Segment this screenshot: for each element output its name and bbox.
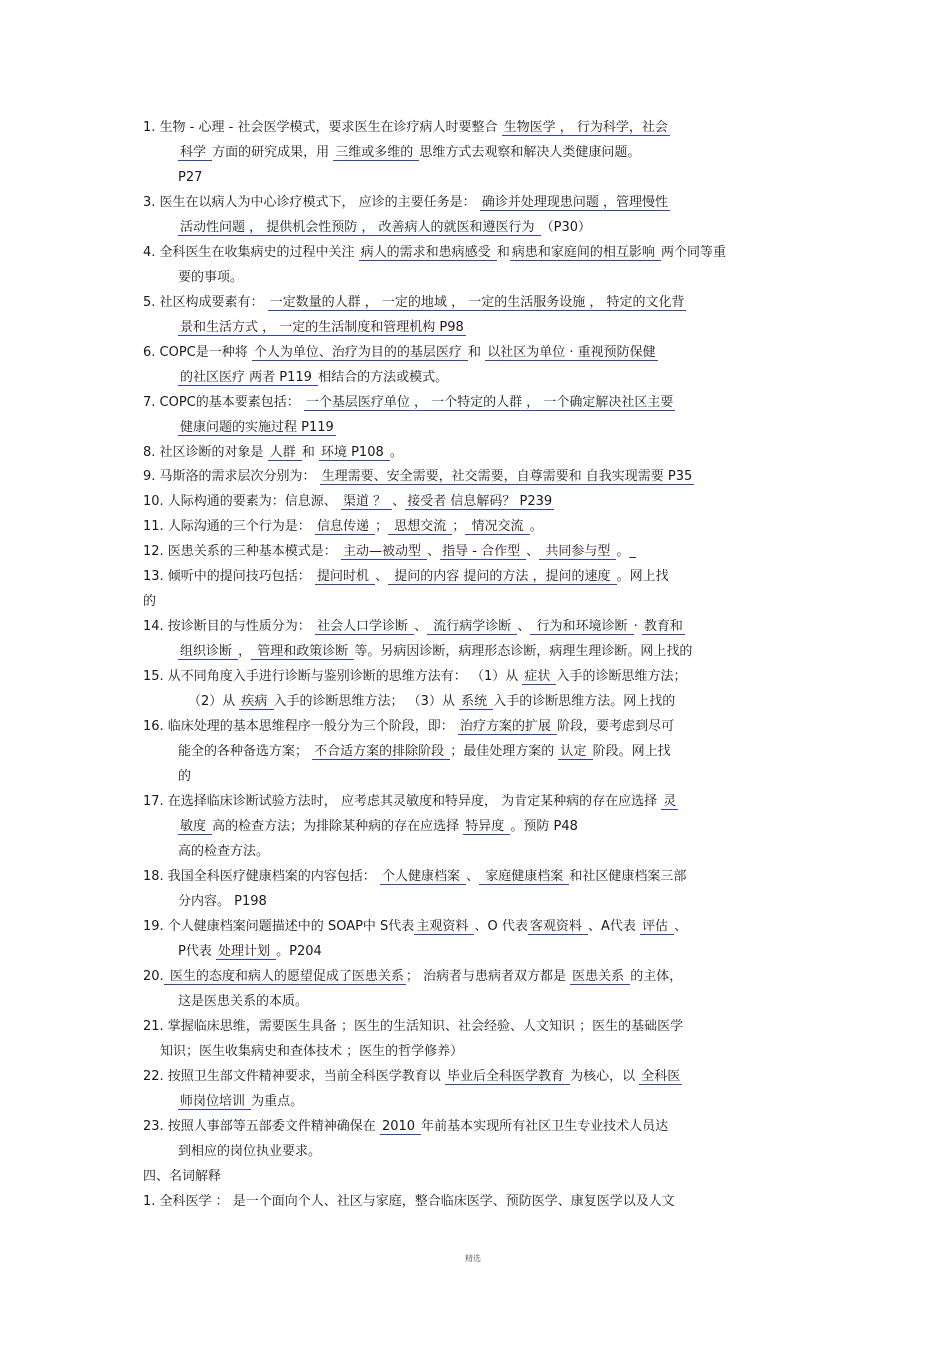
page-footer: 精选 xyxy=(465,1254,481,1263)
fill-in-answer: 生物医学 ， 行为科学，社会 xyxy=(503,120,668,135)
line-text: 23. 按照人事部等五部委文件精神确保在 xyxy=(143,1119,380,1134)
text-line xyxy=(178,368,448,388)
fill-in-answer: 师岗位培训 xyxy=(180,1094,250,1109)
line-text: 、 xyxy=(466,869,480,884)
line-text: 高的检查方法。 xyxy=(178,844,270,859)
line-text: 、O 代表 xyxy=(474,919,528,934)
line-text: 14. 按诊断目的与性质分为： xyxy=(143,619,315,634)
line-text: 、A代表 xyxy=(587,919,640,934)
fill-in-answer: 不合适方案的排除阶段 xyxy=(314,744,449,759)
text-line xyxy=(178,318,466,338)
fill-in-answer: 症状 xyxy=(524,669,555,684)
text-line xyxy=(143,867,686,887)
line-text: 和 xyxy=(468,345,486,360)
text-line xyxy=(178,992,308,1012)
line-text: 的主体， xyxy=(630,969,683,984)
line-text: ， xyxy=(238,644,252,659)
text-line xyxy=(143,1117,668,1137)
line-text: 、 xyxy=(517,619,531,634)
text-line xyxy=(143,243,726,263)
fill-in-answer: 共同参与型 xyxy=(541,544,615,559)
line-text: 思维方式去观察和解决人类健康问题。 xyxy=(419,145,641,160)
fill-in-answer: 社会人口学诊断 xyxy=(316,619,413,634)
fill-in-answer: 病人的需求和患病感受 xyxy=(360,245,495,260)
line-text: 的 xyxy=(178,769,192,784)
line-text: ； xyxy=(452,519,466,534)
text-line xyxy=(143,517,543,537)
fill-in-answer: 渠道 ？ xyxy=(342,494,391,509)
line-text: 能全的各种备选方案； xyxy=(178,744,313,759)
line-text: P27 xyxy=(178,170,203,185)
fill-in-answer: 提问的内容 提问的方法 ，提问的速度 xyxy=(390,569,615,584)
line-text: 年前基本实现所有社区卫生专业技术人员达 xyxy=(421,1119,669,1134)
fill-in-answer: 个人为单位、治疗为目的的基层医疗 xyxy=(253,345,467,360)
line-text: 18. 我国全科医疗健康档案的内容包括： xyxy=(143,869,380,884)
text-line xyxy=(143,792,678,812)
fill-in-answer: 组织诊断 xyxy=(180,644,237,659)
line-text: 。_ xyxy=(616,544,636,559)
text-line xyxy=(178,1142,321,1162)
line-text: 13. 倾听中的提问技巧包括： xyxy=(143,569,315,584)
text-line xyxy=(143,1067,682,1087)
fill-in-answer: 环境 P108 xyxy=(320,445,388,460)
fill-in-answer: 一个基层医疗单位 ， 一个特定的人群 ， 一个确定解决社区主要 xyxy=(305,395,674,410)
text-line xyxy=(143,293,686,313)
text-line xyxy=(188,692,675,712)
text-line xyxy=(143,567,669,587)
text-line xyxy=(178,1092,303,1112)
line-text: 12. 医患关系的三种基本模式是： xyxy=(143,544,341,559)
fill-in-answer: 主观资料 xyxy=(416,919,473,934)
line-text: 、 xyxy=(526,544,540,559)
fill-in-answer: 敏度 xyxy=(180,819,211,834)
text-line xyxy=(178,143,640,163)
text-line xyxy=(143,1192,675,1212)
text-line xyxy=(178,742,671,762)
line-text: 、 xyxy=(427,544,441,559)
fill-in-answer: 系统 xyxy=(461,694,492,709)
fill-in-answer: 提问时机 xyxy=(316,569,374,584)
line-text: 这是医患关系的本质。 xyxy=(178,994,309,1009)
fill-in-answer: 家庭健康档案 xyxy=(481,869,568,884)
fill-in-answer: 指导 - 合作型 xyxy=(442,544,525,559)
text-line xyxy=(178,168,202,188)
fill-in-answer: 行为和环境诊断 xyxy=(532,619,632,634)
fill-in-answer: 教育和 xyxy=(643,619,683,634)
fill-in-answer: 医患关系 xyxy=(572,969,629,984)
text-line xyxy=(143,343,658,363)
line-text: 相结合的方法或模式。 xyxy=(318,370,449,385)
line-text: 16. 临床处理的基本思维程序一般分为三个阶段，即： xyxy=(143,719,458,734)
line-text: 15. 从不同角度入手进行诊断与鉴别诊断的思维方法有： （1）从 xyxy=(143,669,523,684)
line-text: （P30） xyxy=(540,220,592,235)
fill-in-answer: 流行病学诊断 xyxy=(429,619,516,634)
line-text: 和社区健康档案三部 xyxy=(569,869,687,884)
line-text: （2）从 xyxy=(188,694,240,709)
line-text: ；最佳处理方案的 xyxy=(450,744,559,759)
text-line xyxy=(178,817,578,837)
line-text: 为核心，以 xyxy=(570,1069,640,1084)
text-line xyxy=(143,617,685,637)
text-line xyxy=(160,1042,463,1062)
fill-in-answer: 情况交流 xyxy=(467,519,528,534)
text-line xyxy=(143,592,156,612)
line-text: 要的事项。 xyxy=(178,270,244,285)
line-text: 1. 全科医学 ： 是一个面向个人、社区与家庭，整合临床医学、预防医学、康复医学以及人文 xyxy=(143,1194,675,1209)
line-text: 阶段。网上找 xyxy=(592,744,671,759)
line-text: P代表 xyxy=(178,944,216,959)
line-text: 17. 在选择临床诊断试验方法时， 应考虑其灵敏度和特异度， 为肯定某种病的存在应选择 xyxy=(143,794,662,809)
text-line xyxy=(143,118,670,138)
fill-in-answer: 疾病 xyxy=(241,694,272,709)
line-text: 4. 全科医生在收集病史的过程中关注 xyxy=(143,245,359,260)
fill-in-answer: 生理需要、安全需要，社交需要，自尊需要和 自我实现需要 P35 xyxy=(321,469,693,484)
fill-in-answer: 处理计划 xyxy=(217,944,275,959)
line-text: 为重点。 xyxy=(251,1094,304,1109)
text-line xyxy=(178,892,267,912)
line-text: 、 xyxy=(392,494,406,509)
fill-in-answer: 医生的态度和病人的愿望促成了医患关系 xyxy=(165,969,404,984)
text-line xyxy=(143,393,675,413)
fill-in-answer: 以社区为单位 · 重视预防保健 xyxy=(487,345,656,360)
text-line xyxy=(143,443,403,463)
text-line xyxy=(178,418,336,438)
text-line xyxy=(178,842,269,862)
fill-in-answer: 三维或多维的 xyxy=(335,145,418,160)
text-line xyxy=(143,492,554,512)
line-text: ； 治病者与患病者双方都是 xyxy=(405,969,571,984)
fill-in-answer: 全科医 xyxy=(641,1069,681,1084)
line-text: 知识；医生收集病史和查体技术 ；医生的哲学修养） xyxy=(160,1044,464,1059)
line-text: 5. 社区构成要素有： xyxy=(143,295,268,310)
line-text: 入手的诊断思维方法。网上找的 xyxy=(493,694,676,709)
line-text: 8. 社区诊断的对象是 xyxy=(143,445,268,460)
fill-in-answer: 的社区医疗 两者 P119 xyxy=(180,370,317,385)
fill-in-answer: 毕业后全科医学教育 xyxy=(446,1069,569,1084)
fill-in-answer: 人群 xyxy=(269,445,300,460)
fill-in-answer: 个人健康档案 xyxy=(381,869,465,884)
fill-in-answer: 病患和家庭间的相互影响 xyxy=(511,245,659,260)
text-line xyxy=(143,967,682,987)
line-text: 、 xyxy=(375,569,389,584)
text-line xyxy=(178,642,692,662)
fill-in-answer: 确诊并处理现患问题 ，管理慢性 xyxy=(481,195,668,210)
fill-in-answer: 2010 xyxy=(381,1119,420,1134)
line-text: · xyxy=(633,619,642,634)
text-line xyxy=(143,1017,683,1037)
fill-in-answer: 认定 xyxy=(560,744,591,759)
line-text: 的 xyxy=(143,594,157,609)
line-text: 两个同等重 xyxy=(660,245,726,260)
line-text: 到相应的岗位执业要求。 xyxy=(178,1144,322,1159)
line-text: 和 xyxy=(496,245,510,260)
line-text: 。预防 P48 xyxy=(510,819,578,834)
fill-in-answer: 评估 xyxy=(642,919,673,934)
line-text: 、 xyxy=(674,919,688,934)
fill-in-answer: 活动性问题 ， 提供机会性预防 ， 改善病人的就医和遵医行为 xyxy=(180,220,539,235)
line-text: 21. 掌握临床思维，需要医生具备 ；医生的生活知识、社会经验、人文知识 ；医生的基础医学 xyxy=(143,1019,684,1034)
text-line xyxy=(178,767,191,787)
line-text: 、 xyxy=(414,619,428,634)
fill-in-answer: 景和生活方式 ， 一定的生活制度和管理机构 P98 xyxy=(180,320,464,335)
line-text: 分内容。 P198 xyxy=(178,894,267,909)
line-text: 高的检查方法；为排除某种病的存在应选择 xyxy=(212,819,464,834)
line-text: 。 xyxy=(529,519,543,534)
line-text: 入手的诊断思维方法； xyxy=(556,669,687,684)
fill-in-answer: 健康问题的实施过程 P119 xyxy=(180,420,334,435)
fill-in-answer: 科学 xyxy=(180,145,211,160)
line-text: 和 xyxy=(301,445,319,460)
text-line xyxy=(143,1167,221,1187)
line-text: 阶段，要考虑到尽可 xyxy=(557,719,675,734)
fill-in-answer: 接受者 信息解码？ P239 xyxy=(407,494,553,509)
line-text: 等。另病因诊断，病理形态诊断，病理生理诊断。网上找的 xyxy=(354,644,693,659)
fill-in-answer: 管理和政策诊断 xyxy=(253,644,353,659)
text-line xyxy=(143,717,674,737)
line-text: 9. 马斯洛的需求层次分别为： xyxy=(143,469,320,484)
text-line xyxy=(143,193,670,213)
fill-in-answer: 信息传递 xyxy=(316,519,374,534)
line-text: 入手的诊断思维方法； （3）从 xyxy=(273,694,460,709)
fill-in-answer: 特异度 xyxy=(465,819,509,834)
line-text: 3. 医生在以病人为中心诊疗模式下， 应诊的主要任务是： xyxy=(143,195,480,210)
fill-in-answer: 一定数量的人群 ， 一定的地域 ， 一定的生活服务设施 ， 特定的文化背 xyxy=(269,295,685,310)
fill-in-answer: 思想交流 xyxy=(390,519,451,534)
line-text: 。 xyxy=(389,445,403,460)
line-text: 1. 生物 - 心理 - 社会医学模式，要求医生在诊疗病人时要整合 xyxy=(143,120,502,135)
fill-in-answer: 灵 xyxy=(663,794,677,809)
line-text: 6. COPC是一种将 xyxy=(143,345,252,360)
line-text: 7. COPC的基本要素包括： xyxy=(143,395,304,410)
text-line xyxy=(143,542,636,562)
line-text: 。网上找 xyxy=(616,569,669,584)
line-text: 20. xyxy=(143,969,164,984)
text-line xyxy=(143,467,694,487)
line-text: 10. 人际构通的要素为：信息源、 xyxy=(143,494,341,509)
line-text: ； xyxy=(375,519,389,534)
line-text: 11. 人际沟通的三个行为是： xyxy=(143,519,315,534)
text-line xyxy=(178,942,322,962)
line-text: 19. 个人健康档案问题描述中的 SOAP中 S代表 xyxy=(143,919,415,934)
text-line xyxy=(178,218,591,238)
fill-in-answer: 客观资料 xyxy=(529,919,586,934)
line-text: 。P204 xyxy=(276,944,322,959)
fill-in-answer: 主动—被动型 xyxy=(342,544,426,559)
line-text: 方面的研究成果，用 xyxy=(212,145,334,160)
fill-in-answer: 治疗方案的扩展 xyxy=(459,719,556,734)
line-text: 四、名词解释 xyxy=(143,1169,222,1184)
text-line xyxy=(178,268,243,288)
line-text: 22. 按照卫生部文件精神要求，当前全科医学教育以 xyxy=(143,1069,445,1084)
text-line xyxy=(143,667,687,687)
text-line xyxy=(143,917,687,937)
